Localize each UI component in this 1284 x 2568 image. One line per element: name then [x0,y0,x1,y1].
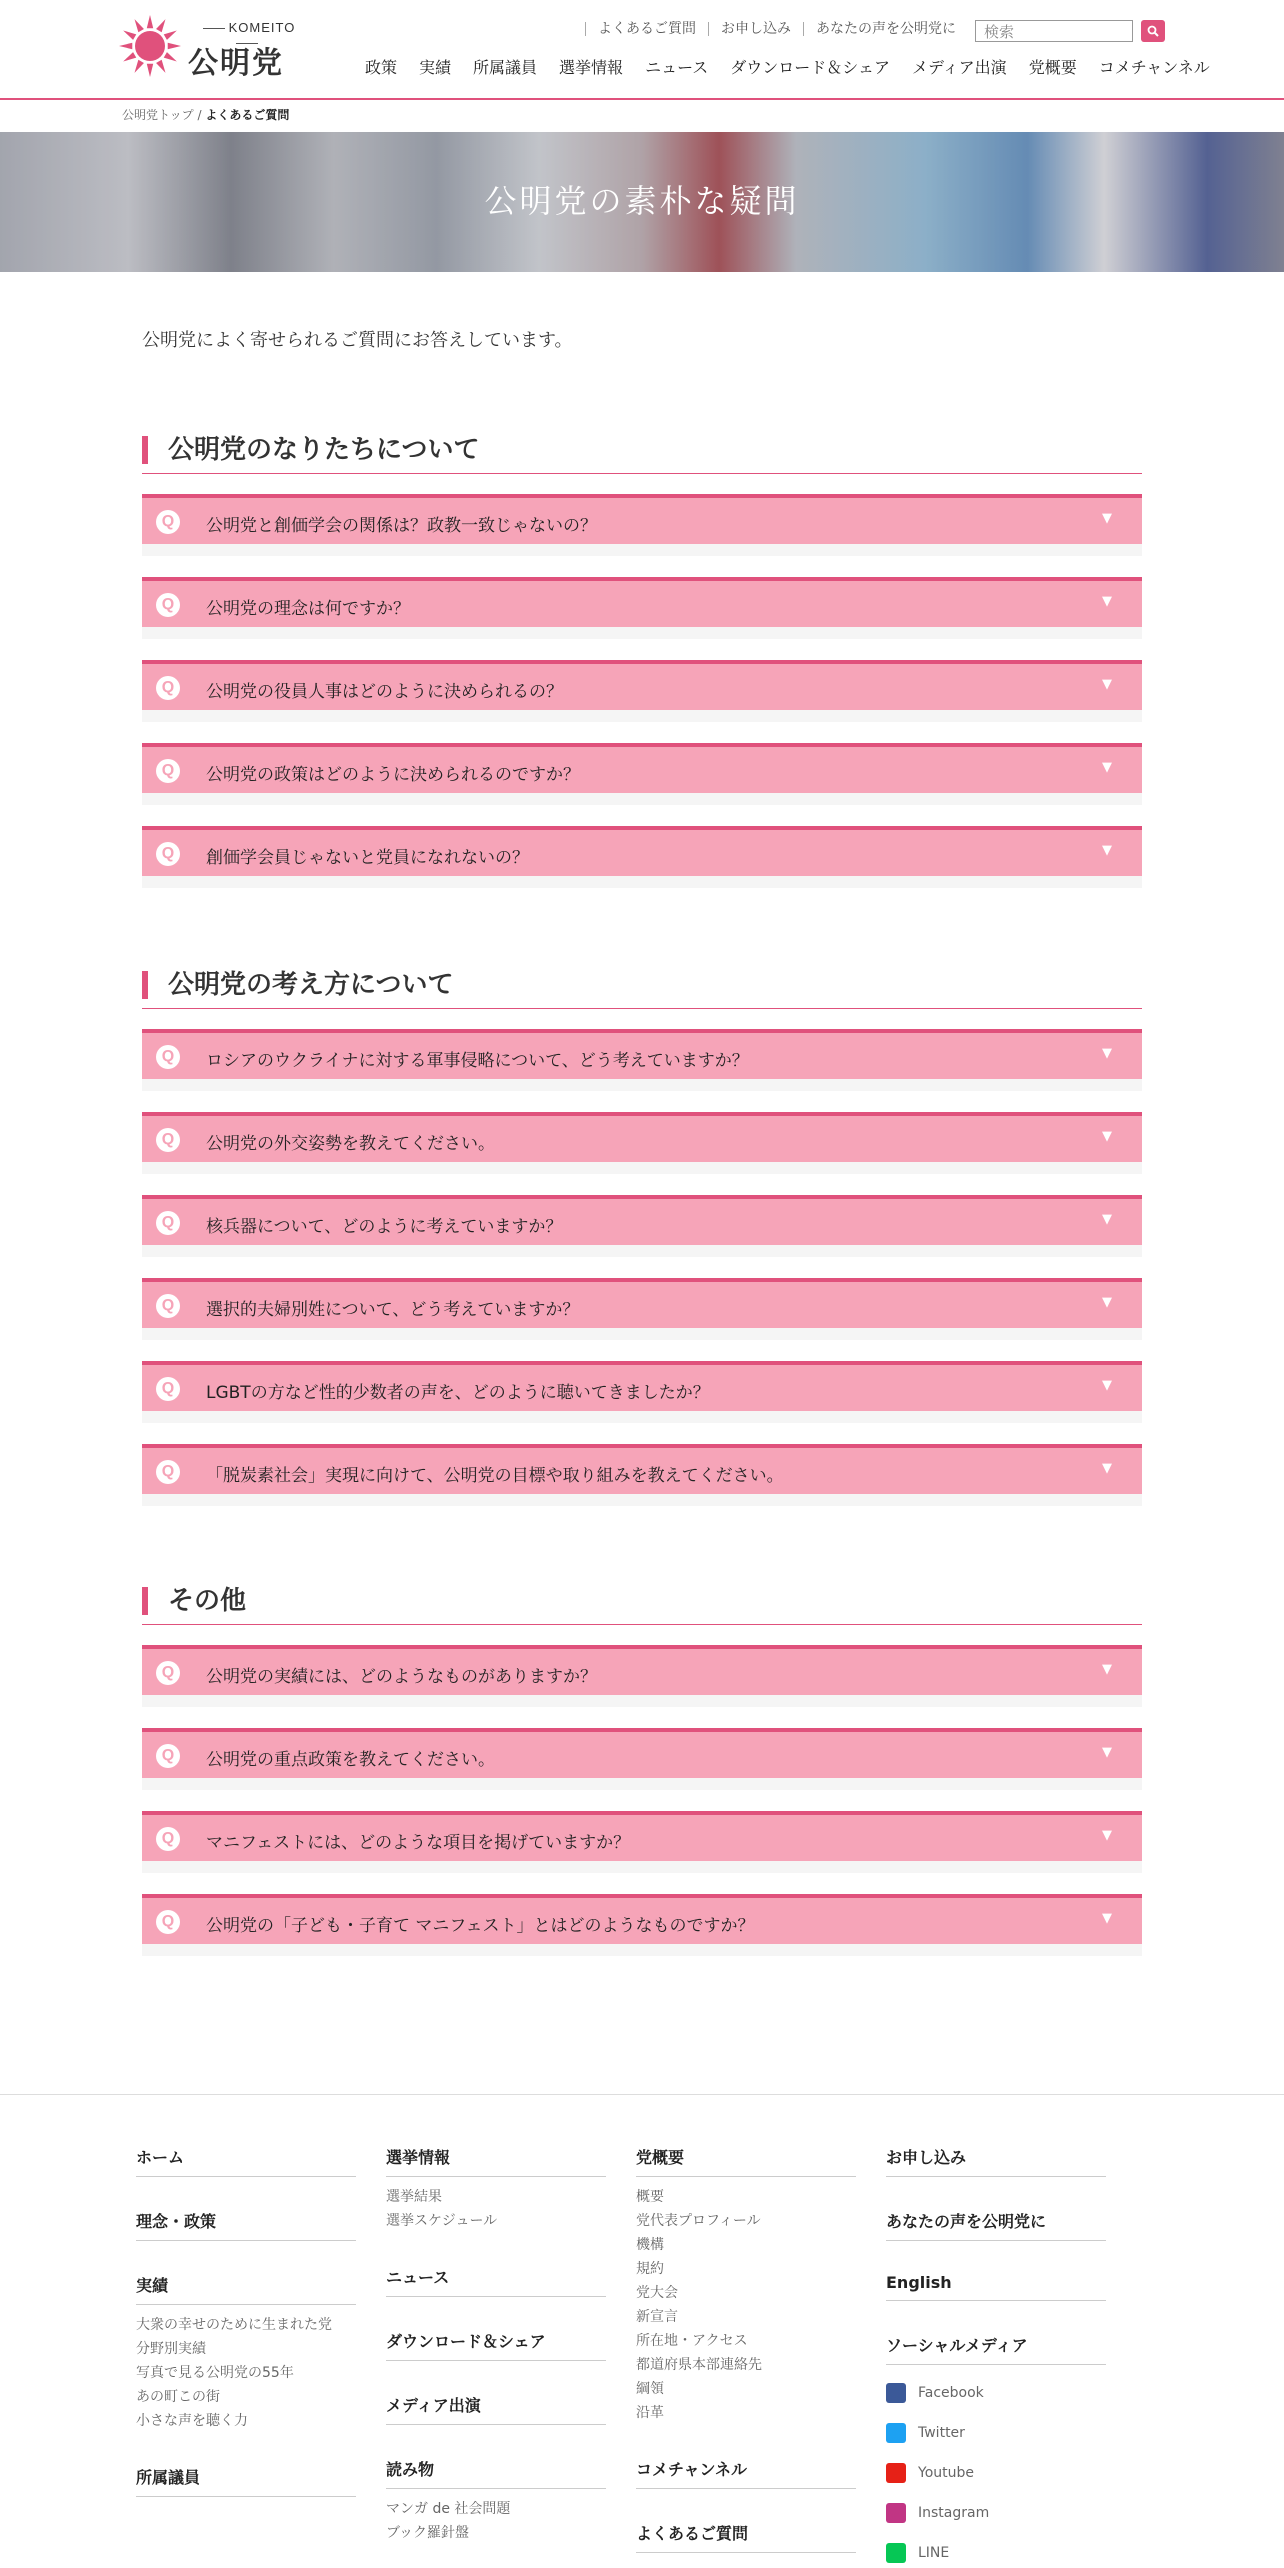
search-icon [1147,25,1159,37]
section-title: その他 [142,1581,1142,1625]
site-logo[interactable] [118,14,308,81]
faq-question-text: 「脱炭素社会」実現に向けて、公明党の目標や取り組みを教えてください。 [206,1466,784,1486]
faq-question-text: マニフェストには、どのような項目を掲げていますか？ [206,1833,631,1853]
chevron-down-icon: ▼ [1102,677,1112,692]
faq-question-text: 公明党の実績には、どのようなものがありますか？ [206,1667,597,1687]
faq-item [142,1361,1142,1424]
footer-heading-link[interactable]: コメチャンネル [636,2457,856,2489]
faq-item [142,1645,1142,1708]
site-header [0,0,1284,100]
youtube-icon [886,2463,906,2483]
chevron-down-icon: ▼ [1102,760,1112,775]
line-icon [886,2543,906,2563]
footer-heading-link[interactable]: 理念・政策 [136,2209,356,2241]
footer-heading-link[interactable]: よくあるご質問 [636,2521,856,2553]
footer-link[interactable]: 概要 [636,2189,664,2205]
q-icon: Q [156,759,180,783]
chevron-down-icon: ▼ [1102,1046,1112,1061]
footer-group [136,2209,356,2241]
faq-question-toggle[interactable] [142,494,1142,544]
q-icon: Q [156,676,180,700]
footer-heading-link[interactable]: 選挙情報 [386,2145,606,2177]
sun-ray [123,31,136,40]
footer-heading-link[interactable]: 読み物 [386,2457,606,2489]
sun-ray [164,31,177,40]
q-icon: Q [156,1910,180,1934]
nav-item-elections[interactable]: 選挙情報 [559,58,624,77]
chevron-down-icon: ▼ [1102,1911,1112,1926]
footer-heading-link[interactable]: お申し込み [886,2145,1106,2177]
logo-english: KOMEITO [188,20,306,50]
social-link[interactable] [886,2533,1106,2568]
footer-link[interactable]: 所在地・アクセス [636,2333,748,2349]
footer-link[interactable]: 党代表プロフィール [636,2213,761,2229]
social-link[interactable] [886,2453,1106,2493]
faq-question-toggle[interactable] [142,1645,1142,1695]
footer-group [386,2457,606,2545]
breadcrumb-separator: / [197,108,202,122]
site-footer [0,2094,1284,2568]
faq-item [142,577,1142,640]
faq-item [142,1195,1142,1258]
footer-group [386,2145,606,2233]
footer-heading-link[interactable]: 実績 [136,2273,356,2305]
chevron-down-icon: ▼ [1102,511,1112,526]
faq-item [142,1444,1142,1507]
footer-link[interactable]: マンガ de 社会問題 [386,2501,511,2517]
faq-item [142,1728,1142,1791]
faq-item [142,826,1142,889]
sun-ray [164,52,177,61]
q-icon: Q [156,1211,180,1235]
faq-question-text: 選択的夫婦別姓について、どう考えていますか？ [206,1300,580,1320]
faq-item [142,494,1142,557]
footer-group [886,2145,1106,2177]
faq-question-toggle[interactable] [142,743,1142,793]
faq-question-toggle[interactable] [142,1278,1142,1328]
q-icon: Q [156,1294,180,1318]
footer-link[interactable]: 大衆の幸せのために生まれた党 [136,2317,332,2333]
faq-question-toggle[interactable] [142,1195,1142,1245]
nav-item-download[interactable]: ダウンロード＆シェア [730,58,890,77]
faq-question-toggle[interactable] [142,826,1142,876]
hero-banner [0,132,1284,272]
nav-item-about[interactable]: 党概要 [1028,58,1077,77]
social-link-label: LINE [918,2545,950,2561]
sun-ray [156,19,165,32]
footer-link[interactable]: 小さな声を聴く力 [136,2413,248,2429]
faq-item [142,1112,1142,1175]
footer-column-3 [636,2145,856,2568]
footer-link[interactable]: 沿革 [636,2405,664,2421]
footer-group [886,2273,1106,2301]
footer-link[interactable]: 都道府県本部連絡先 [636,2357,762,2373]
faq-question-toggle[interactable] [142,1029,1142,1079]
breadcrumb-current: よくあるご質問 [205,108,290,122]
social-link[interactable] [886,2413,1106,2453]
faq-question-text: 公明党と創価学会の関係は？政教一致じゃないの？ [206,516,597,536]
faq-section [142,965,1142,1527]
sun-ray [119,43,132,49]
footer-link[interactable]: ブック羅針盤 [386,2525,470,2541]
nav-item-achievements[interactable]: 実績 [419,58,452,77]
util-link-voice[interactable]: あなたの声を公明党に [803,22,968,36]
nav-item-komechannel[interactable]: コメチャンネル [1098,58,1210,77]
util-link-faq[interactable]: よくあるご質問 [585,22,708,36]
footer-link[interactable]: あの町この街 [136,2389,220,2405]
footer-heading-link[interactable]: あなたの声を公明党に [886,2209,1106,2241]
nav-item-news[interactable]: ニュース [645,58,709,77]
util-link-apply[interactable]: お申し込み [708,22,803,36]
social-link[interactable] [886,2493,1106,2533]
section-title: 公明党の考え方について [142,965,1142,1009]
faq-question-text: 公明党の役員人事はどのように決められるの？ [206,682,563,702]
social-link-label: Instagram [918,2505,990,2521]
faq-list [142,1645,1142,1957]
facebook-icon [886,2383,906,2403]
q-icon: Q [156,1744,180,1768]
q-icon: Q [156,1460,180,1484]
footer-link[interactable]: 綱領 [636,2381,664,2397]
breadcrumb-home[interactable]: 公明党トップ [122,108,194,122]
nav-item-members[interactable]: 所属議員 [473,58,538,77]
footer-column-4 [886,2145,1106,2568]
sun-ray [147,64,153,77]
chevron-down-icon: ▼ [1102,1129,1112,1144]
footer-group [386,2393,606,2425]
sun-logo-icon [118,14,182,78]
sun-ray [168,43,181,49]
footer-heading-link[interactable]: ホーム [136,2145,356,2177]
search-input[interactable]: 検索 [975,20,1133,42]
footer-group [886,2209,1106,2241]
social-media-group [886,2333,1106,2568]
faq-question-toggle[interactable] [142,1444,1142,1494]
faq-item [142,1278,1142,1341]
nav-item-policy[interactable]: 政策 [365,58,398,77]
faq-question-toggle[interactable] [142,1894,1142,1944]
breadcrumb [122,106,289,123]
footer-group [386,2265,606,2297]
faq-question-toggle[interactable] [142,660,1142,710]
faq-list [142,494,1142,889]
logo-japanese: 公明党 [188,46,284,81]
faq-item [142,1894,1142,1957]
footer-column-1 [136,2145,356,2529]
q-icon: Q [156,1045,180,1069]
footer-link[interactable]: 党大会 [636,2285,678,2301]
social-link[interactable] [886,2373,1106,2413]
footer-link[interactable]: 選挙スケジュール [386,2213,498,2229]
chevron-down-icon: ▼ [1102,594,1112,609]
faq-question-text: 公明党の「子ども・子育て マニフェスト」とはどのようなものですか？ [206,1916,755,1936]
sun-ray [135,19,144,32]
faq-question-toggle[interactable] [142,577,1142,627]
faq-section [142,1581,1142,1977]
footer-link[interactable]: 新宣言 [636,2309,678,2325]
section-title: 公明党のなりたちについて [142,430,1142,474]
faq-question-text: LGBTの方など性的少数者の声を、どのように聴いてきましたか？ [206,1383,710,1403]
social-link-label: Twitter [918,2425,965,2441]
footer-link[interactable]: 機構 [636,2237,664,2253]
nav-item-media[interactable]: メディア出演 [911,58,1007,77]
page-title: 公明党の素朴な疑問 [484,182,800,220]
instagram-icon [886,2503,906,2523]
main-nav [365,55,1232,78]
faq-list [142,1029,1142,1507]
faq-question-toggle[interactable] [142,1728,1142,1778]
footer-link[interactable]: 写真で見る公明党の55年 [136,2365,294,2381]
social-media-heading: ソーシャルメディア [886,2333,1106,2365]
intro-text: 公明党によく寄せられるご質問にお答えしています。 [142,330,573,351]
faq-section [142,430,1142,909]
sun-ray [147,15,153,28]
faq-question-text: ロシアのウクライナに対する軍事侵略について、どう考えていますか？ [206,1051,749,1071]
sun-ray [135,60,144,73]
faq-question-text: 公明党の重点政策を教えてください。 [206,1750,495,1770]
faq-item [142,1811,1142,1874]
footer-heading-link[interactable]: ダウンロード＆シェア [386,2329,606,2361]
footer-heading-link[interactable]: 党概要 [636,2145,856,2177]
q-icon: Q [156,842,180,866]
faq-question-text: 創価学会員じゃないと党員になれないの？ [206,848,529,868]
footer-group [636,2521,856,2553]
social-link-label: Facebook [918,2385,984,2401]
faq-item [142,660,1142,723]
chevron-down-icon: ▼ [1102,1828,1112,1843]
footer-heading-link[interactable]: English [886,2273,1106,2301]
faq-question-toggle[interactable] [142,1811,1142,1861]
search-button[interactable] [1141,20,1165,42]
faq-question-text: 公明党の理念は何ですか？ [206,599,410,619]
q-icon: Q [156,1827,180,1851]
chevron-down-icon: ▼ [1102,843,1112,858]
q-icon: Q [156,1128,180,1152]
faq-question-text: 公明党の外交姿勢を教えてください。 [206,1134,495,1154]
faq-question-text: 公明党の政策はどのように決められるのですか？ [206,765,580,785]
footer-link[interactable]: 分野別実績 [136,2341,206,2357]
footer-group [136,2273,356,2433]
footer-group [136,2465,356,2497]
q-icon: Q [156,593,180,617]
q-icon: Q [156,1661,180,1685]
footer-link[interactable]: 選挙結果 [386,2189,442,2205]
chevron-down-icon: ▼ [1102,1662,1112,1677]
footer-heading-link[interactable]: 所属議員 [136,2465,356,2497]
faq-item [142,743,1142,806]
faq-question-toggle[interactable] [142,1112,1142,1162]
footer-heading-link[interactable]: ニュース [386,2265,606,2297]
footer-heading-link[interactable]: メディア出演 [386,2393,606,2425]
social-link-label: Youtube [918,2465,974,2481]
chevron-down-icon: ▼ [1102,1212,1112,1227]
faq-question-text: 核兵器について、どのように考えていますか？ [206,1217,563,1237]
q-icon: Q [156,510,180,534]
footer-group [136,2145,356,2177]
footer-group [636,2457,856,2489]
footer-group [636,2145,856,2425]
chevron-down-icon: ▼ [1102,1378,1112,1393]
footer-column-2 [386,2145,606,2568]
footer-link[interactable]: 規約 [636,2261,664,2277]
sun-ray [123,52,136,61]
chevron-down-icon: ▼ [1102,1745,1112,1760]
q-icon: Q [156,1377,180,1401]
faq-question-toggle[interactable] [142,1361,1142,1411]
utility-links [585,22,968,36]
sun-ray [156,60,165,73]
twitter-icon [886,2423,906,2443]
footer-group [386,2329,606,2361]
chevron-down-icon: ▼ [1102,1295,1112,1310]
faq-item [142,1029,1142,1092]
chevron-down-icon: ▼ [1102,1461,1112,1476]
